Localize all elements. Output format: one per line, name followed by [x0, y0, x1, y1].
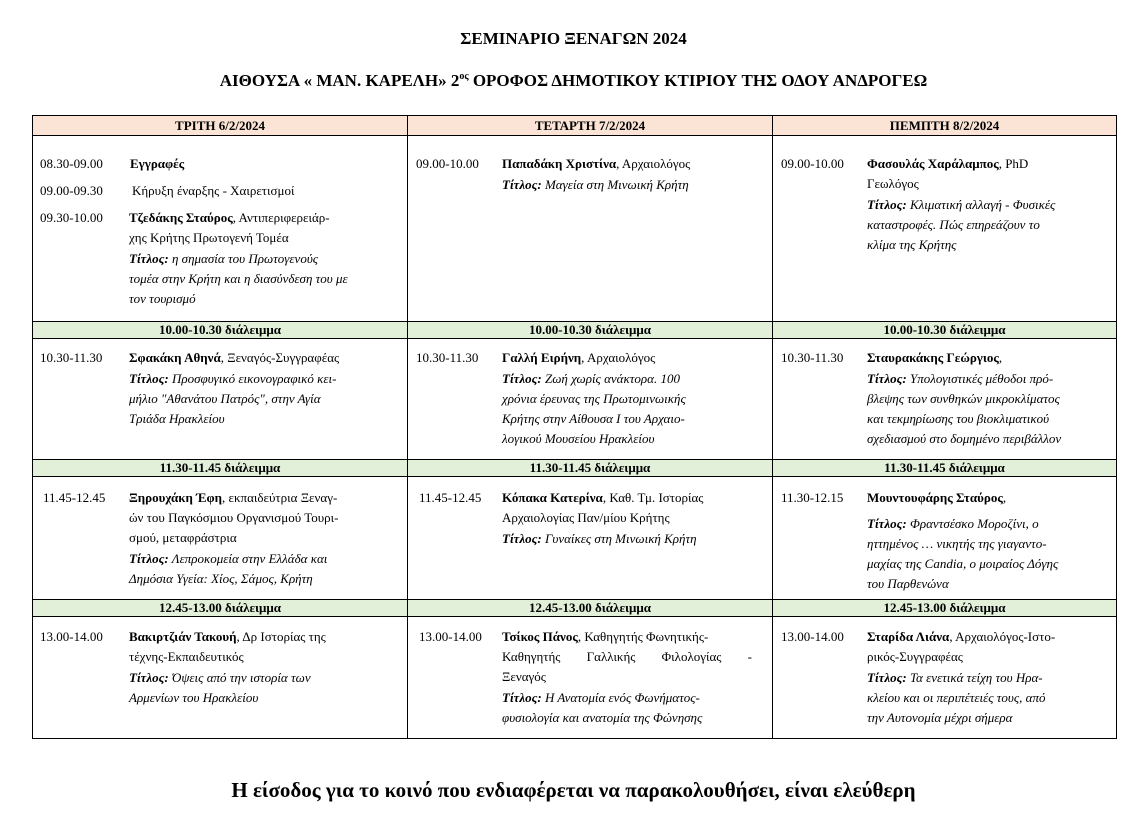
- speaker-role: , Ξεναγός-Συγγραφέας: [220, 350, 340, 365]
- speaker-role: χης Κρήτης Πρωτογενή Τομέα: [129, 230, 289, 245]
- title-label: Τίτλος:: [502, 531, 542, 546]
- speaker-name: Φασουλάς Χαράλαμπος: [867, 156, 999, 171]
- speaker-name: Σφακάκη Αθηνά: [129, 350, 221, 365]
- column-divider: [407, 116, 408, 738]
- session-text: Κήρυξη έναρξης - Χαιρετισμοί: [132, 183, 295, 198]
- speaker-role: τέχνης-Εκπαιδευτικός: [129, 649, 244, 664]
- title-label: Τίτλος:: [129, 371, 169, 386]
- speaker-role: , Αρχαιολόγος: [616, 156, 691, 171]
- talk-title: [502, 175, 766, 195]
- session-time: 11.45-12.45: [419, 490, 482, 505]
- speaker-name: Ξηρουχάκη Έφη: [129, 490, 223, 505]
- session-entry: [416, 154, 766, 195]
- session-name: Εγγραφές: [130, 156, 185, 171]
- speaker-name: Μουντουφάρης Σταύρος: [867, 490, 1003, 505]
- speaker-role: , εκπαιδεύτρια Ξεναγ-: [222, 490, 338, 505]
- title-line: Αρμενίων του Ηρακλείου: [129, 690, 259, 705]
- speaker-role: , Αντιπεριφερειάρ-: [232, 210, 330, 225]
- session-time: 13.00-14.00: [781, 629, 844, 644]
- talk-title: [867, 369, 1111, 449]
- title-line: βλεψης των συνθηκών μικροκλίματος: [867, 391, 1060, 406]
- session-entry: [781, 348, 1111, 449]
- title-line: Ζωή χωρίς ανάκτορα. 100: [544, 371, 680, 386]
- break-label: 11.30-11.45 διάλειμμα: [529, 460, 651, 475]
- break-label: 12.45-13.00 διάλειμμα: [883, 600, 1006, 615]
- title-label: Τίτλος:: [867, 371, 907, 386]
- speaker-role: , Καθ. Τμ. Ιστορίας: [602, 490, 704, 505]
- session-time: 10.30-11.30: [416, 350, 479, 365]
- session-time: 13.00-14.00: [419, 629, 482, 644]
- session-time: 09.00-10.00: [781, 156, 844, 171]
- title-line: μήλιο "Αθανάτου Πατρός", στην Αγία: [129, 391, 321, 406]
- day-header: ΤΡΙΤΗ 6/2/2024: [175, 118, 265, 133]
- title-label: Τίτλος:: [502, 371, 542, 386]
- title-line: Γυναίκες στη Μινωική Κρήτη: [544, 531, 697, 546]
- session-time: 09.00-09.30: [40, 183, 103, 198]
- speaker-role: ,: [1002, 490, 1007, 505]
- session-entry: [43, 488, 388, 589]
- session-time: 11.30-12.15: [781, 490, 844, 505]
- speaker-role: σμού, μεταφράστρια: [129, 530, 237, 545]
- session-time: 09.30-10.00: [40, 210, 103, 225]
- break-label: 11.30-11.45 διάλειμμα: [159, 460, 281, 475]
- title-line: κλείου και οι περιπέτειές τους, από: [867, 690, 1046, 705]
- title-label: Τίτλος:: [129, 251, 169, 266]
- title-label: Τίτλος:: [502, 690, 542, 705]
- subtitle-part: ΑΙΘΟΥΣΑ « ΜΑΝ. ΚΑΡΕΛΗ» 2: [219, 71, 460, 90]
- title-line: Προσφυγικό εικονογραφικό κει-: [171, 371, 337, 386]
- title-line: Τα ενετικά τείχη του Ηρα-: [909, 670, 1043, 685]
- speaker-role: , Αρχαιολόγος: [581, 350, 656, 365]
- day-header-row: [33, 116, 1116, 136]
- title-line: Δημόσια Υγεία: Χίος, Σάμος, Κρήτη: [129, 571, 313, 586]
- speaker-role: Γεωλόγος: [867, 176, 919, 191]
- title-label: Τίτλος:: [129, 670, 169, 685]
- speaker-role: ών του Παγκόσμιου Οργανισμού Τουρι-: [129, 510, 339, 525]
- title-line: Φραντσέσκο Μοροζίνι, ο: [909, 516, 1039, 531]
- subtitle-sup: ος: [459, 71, 469, 82]
- session-entry: [419, 488, 769, 549]
- talk-title: [502, 688, 769, 728]
- speaker-name: Γαλλή Ειρήνη: [502, 350, 582, 365]
- title-line: τον τουρισμό: [129, 291, 196, 306]
- session-time: 10.30-11.30: [40, 350, 103, 365]
- break-row: [33, 599, 1116, 617]
- break-label: 10.00-10.30 διάλειμμα: [528, 322, 652, 337]
- column-divider: [772, 116, 773, 738]
- title-line: Η Ανατομία ενός Φωνήματος-: [544, 690, 700, 705]
- talk-title: [129, 249, 383, 309]
- talk-title: [129, 668, 385, 708]
- title-line: Υπολογιστικές μέθοδοι πρό-: [909, 371, 1054, 386]
- talk-title: [867, 195, 1111, 255]
- break-label: 12.45-13.00 διάλειμμα: [158, 600, 282, 615]
- session-entry: [40, 348, 400, 429]
- speaker-name: Τζεδάκης Σταύρος: [129, 210, 233, 225]
- day-header: ΠΕΜΠΤΗ 8/2/2024: [889, 118, 1000, 133]
- page-title: ΣΕΜΙΝΑΡΙΟ ΞΕΝΑΓΩΝ 2024: [460, 29, 687, 48]
- speaker-role: Ξεναγός: [502, 669, 546, 684]
- title-line: μαχίας της Candia, ο μοιραίος Δόγης: [867, 556, 1059, 571]
- speaker-name: Βακιρτζιάν Τακουή: [129, 629, 237, 644]
- break-label: 11.30-11.45 διάλειμμα: [884, 460, 1005, 475]
- title-line: σχεδιασμού στο δομημένο περιβάλλον: [867, 431, 1062, 446]
- title-line: Λεπροκομεία στην Ελλάδα και: [171, 551, 328, 566]
- title-line: κλίμα της Κρήτης: [867, 237, 957, 252]
- session-entry: [781, 488, 1111, 594]
- speaker-role: , Δρ Ιστορίας της: [236, 629, 326, 644]
- talk-title: [502, 529, 769, 549]
- talk-title: [129, 369, 399, 429]
- title-line: καταστροφές. Πώς επηρεάζουν το: [867, 217, 1040, 232]
- title-line: φυσιολογία και ανατομία της Φώνησης: [502, 710, 703, 725]
- talk-title: [867, 514, 1111, 594]
- break-row: [33, 459, 1116, 477]
- session-entry: [781, 627, 1111, 728]
- session-registration: [40, 154, 383, 174]
- speaker-role: , Αρχαιολόγος-Ιστο-: [949, 629, 1056, 644]
- session-time: 13.00-14.00: [40, 629, 103, 644]
- title-line: λογικού Μουσείου Ηρακλείου: [502, 431, 655, 446]
- title-line: η σημασία του Πρωτογενούς: [171, 251, 319, 266]
- title-line: Όψεις από την ιστορία των: [171, 670, 311, 685]
- speaker-name: Σταυρακάκης Γεώργιος: [867, 350, 999, 365]
- speaker-role: Καθηγητής Γαλλικής Φιλολογίας -: [502, 649, 752, 664]
- footer-note: Η είσοδος για το κοινό που ενδιαφέρεται να παρακολουθήσει, είναι ελεύθερη: [231, 778, 916, 802]
- title-label: Τίτλος:: [867, 670, 907, 685]
- title-label: Τίτλος:: [129, 551, 169, 566]
- talk-title: [129, 549, 388, 589]
- page-subtitle: [0, 71, 1147, 91]
- break-label: 10.00-10.30 διάλειμμα: [158, 322, 282, 337]
- speaker-role: , Καθηγητής Φωνητικής-: [577, 629, 709, 644]
- title-line: Κρήτης στην Αίθουσα Ι του Αρχαιο-: [502, 411, 685, 426]
- title-line: χρόνια έρευνας της Πρωτομινωικής: [502, 391, 686, 406]
- speaker-role: ρικός-Συγγραφέας: [867, 649, 963, 664]
- break-label: 10.00-10.30 διάλειμμα: [883, 322, 1006, 337]
- session-opening: [40, 181, 383, 201]
- session-entry: [40, 627, 385, 708]
- title-label: Τίτλος:: [502, 177, 542, 192]
- title-label: Τίτλος:: [867, 197, 907, 212]
- title-line: τομέα στην Κρήτη και η διασύνδεση του με: [129, 271, 348, 286]
- session-time: 10.30-11.30: [781, 350, 844, 365]
- title-line: ηττημένος … νικητής της γιαγαντο-: [867, 536, 1047, 551]
- title-label: Τίτλος:: [867, 516, 907, 531]
- day-header: ΤΕΤΑΡΤΗ 7/2/2024: [534, 118, 646, 133]
- title-line: και τεκμηρίωσης του βιοκλιματικού: [867, 411, 1050, 426]
- title-line: Μαγεία στη Μινωική Κρήτη: [544, 177, 689, 192]
- speaker-role: Αρχαιολογίας Παν/μίου Κρήτης: [502, 510, 670, 525]
- speaker-name: Παπαδάκη Χριστίνα: [502, 156, 617, 171]
- title-line: την Αυτονομία μέχρι σήμερα: [867, 710, 1013, 725]
- schedule-table: [32, 115, 1117, 739]
- speaker-role: ,: [998, 350, 1003, 365]
- session-entry: [419, 627, 769, 728]
- speaker-name: Τσίκος Πάνος: [502, 629, 578, 644]
- break-row: [33, 321, 1116, 339]
- session-entry: [40, 208, 383, 309]
- speaker-role: , PhD: [998, 156, 1029, 171]
- subtitle-part: ΟΡΟΦΟΣ ΔΗΜΟΤΙΚΟΥ ΚΤΙΡΙΟΥ ΤΗΣ ΟΔΟΥ ΑΝΔΡΟΓΕΩ: [468, 71, 928, 90]
- break-label: 12.45-13.00 διάλειμμα: [528, 600, 652, 615]
- talk-title: [867, 668, 1111, 728]
- session-entry: [781, 154, 1111, 255]
- session-entry: [416, 348, 766, 449]
- title-line: Τριάδα Ηρακλείου: [129, 411, 225, 426]
- session-time: 08.30-09.00: [40, 156, 103, 171]
- title-line: Κλιματική αλλαγή - Φυσικές: [909, 197, 1056, 212]
- talk-title: [502, 369, 766, 449]
- title-line: του Παρθενώνα: [867, 576, 949, 591]
- speaker-name: Κόπακα Κατερίνα: [502, 490, 603, 505]
- session-time: 11.45-12.45: [43, 490, 106, 505]
- session-time: 09.00-10.00: [416, 156, 479, 171]
- speaker-name: Σταρίδα Λιάνα: [867, 629, 950, 644]
